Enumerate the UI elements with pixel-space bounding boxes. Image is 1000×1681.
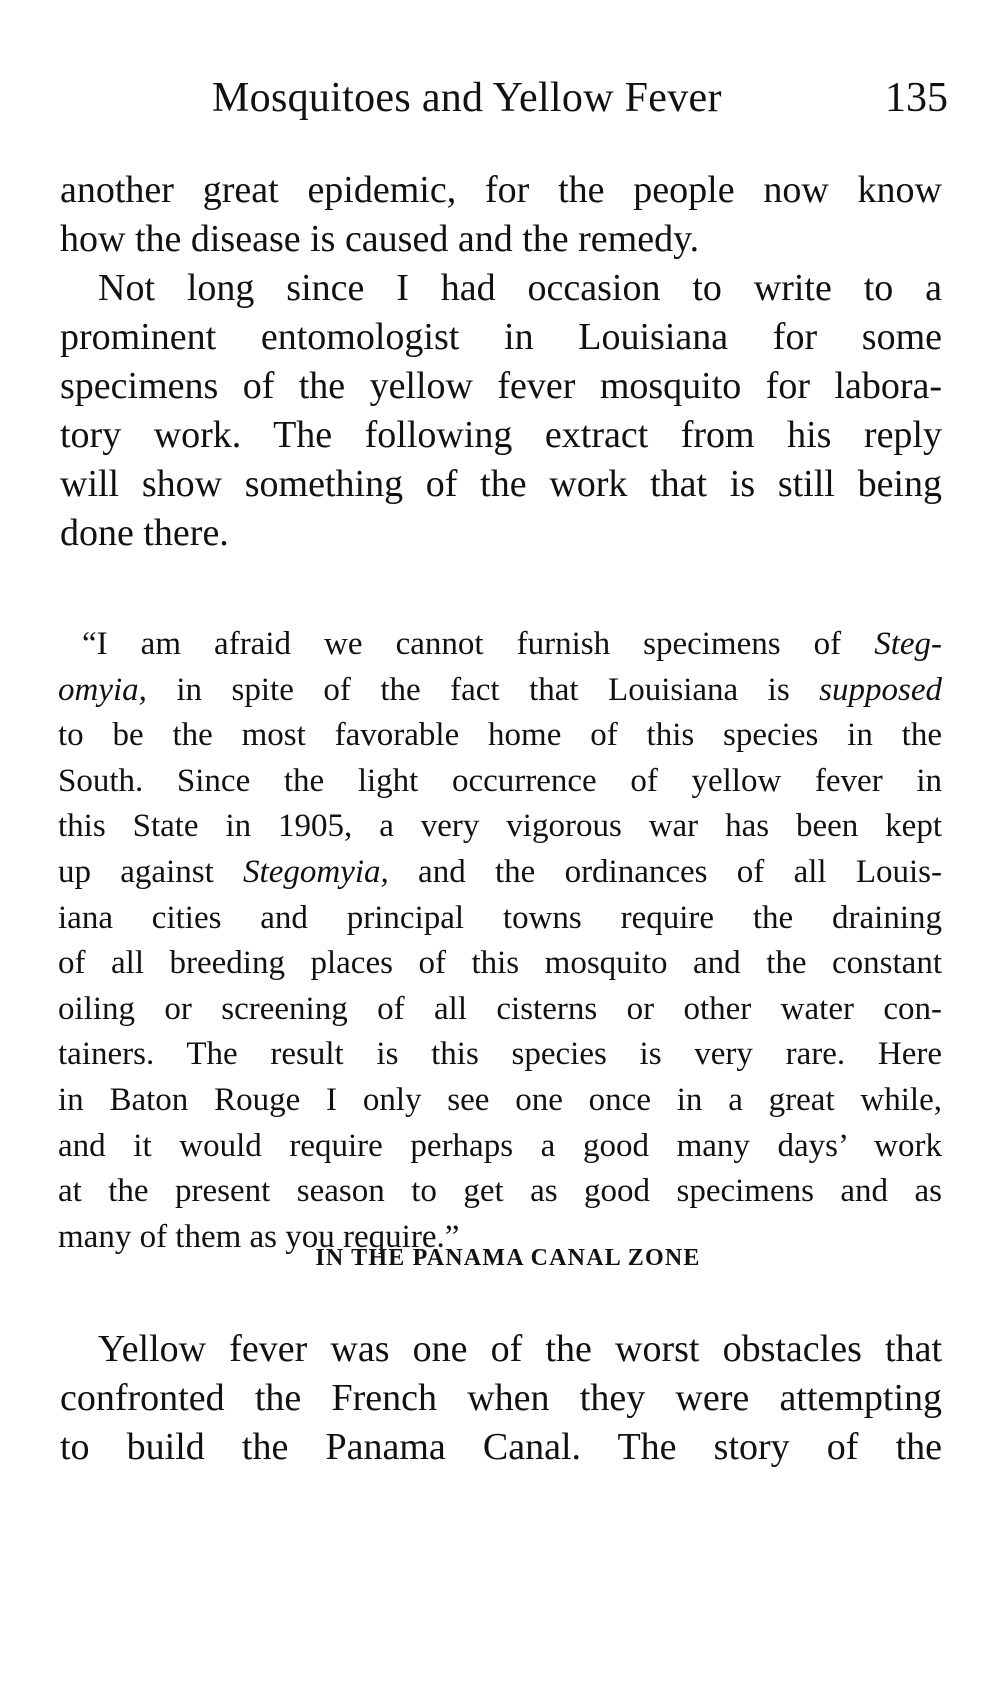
text-line: how the disease is caused and the remedy. [60, 218, 700, 260]
quote-line: oiling or screening of all cisterns or other water con- [58, 990, 942, 1027]
quote-line [58, 668, 942, 714]
text-line: tory work. The following extract from his reply [60, 414, 942, 456]
quote-line: at the present season to get as good specimens and as [58, 1173, 942, 1210]
block-quote [58, 622, 942, 1260]
quote-text: in spite of the fact that Louisiana is [146, 671, 820, 708]
paragraph-continued [60, 166, 942, 264]
text-line: specimens of the yellow fever mosquito for labora- [60, 365, 942, 407]
quote-line: South. Since the light occurrence of yellow fever in [58, 762, 942, 799]
text-line: done there. [60, 512, 229, 554]
quote-line [58, 850, 942, 896]
quote-text: and the ordinances of all Louis- [388, 853, 942, 890]
quote-text: “I am afraid we cannot furnish specimens of [82, 626, 875, 662]
quote-italic: Stegomyia, [243, 853, 389, 890]
text-line: Not long since I had occasion to write to a [98, 267, 942, 309]
text-line: another great epidemic, for the people now know [60, 169, 942, 211]
quote-italic: supposed [819, 671, 942, 708]
page-number: 135 [885, 75, 948, 121]
quote-italic: Steg- [874, 626, 942, 662]
text-line: confronted the French when they were attempting [60, 1377, 942, 1419]
running-head [0, 74, 1000, 134]
quote-line: of all breeding places of this mosquito and the constant [58, 945, 942, 982]
quote-line: in Baton Rouge I only see one once in a great while, [58, 1081, 942, 1118]
text-line: will show something of the work that is still being [60, 463, 942, 505]
paragraph [60, 264, 942, 558]
running-title: Mosquitoes and Yellow Fever [212, 75, 722, 121]
quote-line: and it would require perhaps a good many days’ work [58, 1127, 942, 1164]
quote-line: many of them as you require.” [58, 1218, 460, 1255]
paragraph [60, 1325, 942, 1472]
text-line: to build the Panama Canal. The story of the [60, 1426, 942, 1468]
text-line: Yellow fever was one of the worst obstacles that [98, 1328, 942, 1370]
section-heading [0, 1245, 1000, 1272]
quote-text: up against [58, 853, 244, 890]
section-heading-text: IN THE PANAMA CANAL ZONE [315, 1245, 701, 1271]
text-line: prominent entomologist in Louisiana for some [60, 316, 942, 358]
quote-italic: omyia, [58, 671, 147, 708]
quote-line: this State in 1905, a very vigorous war has been kept [58, 808, 942, 845]
quote-line: iana cities and principal towns require the draining [58, 899, 942, 936]
quote-line: tainers. The result is this species is very rare. Here [58, 1036, 942, 1073]
quote-line [58, 622, 942, 668]
quote-line: to be the most favorable home of this species in the [58, 717, 942, 754]
